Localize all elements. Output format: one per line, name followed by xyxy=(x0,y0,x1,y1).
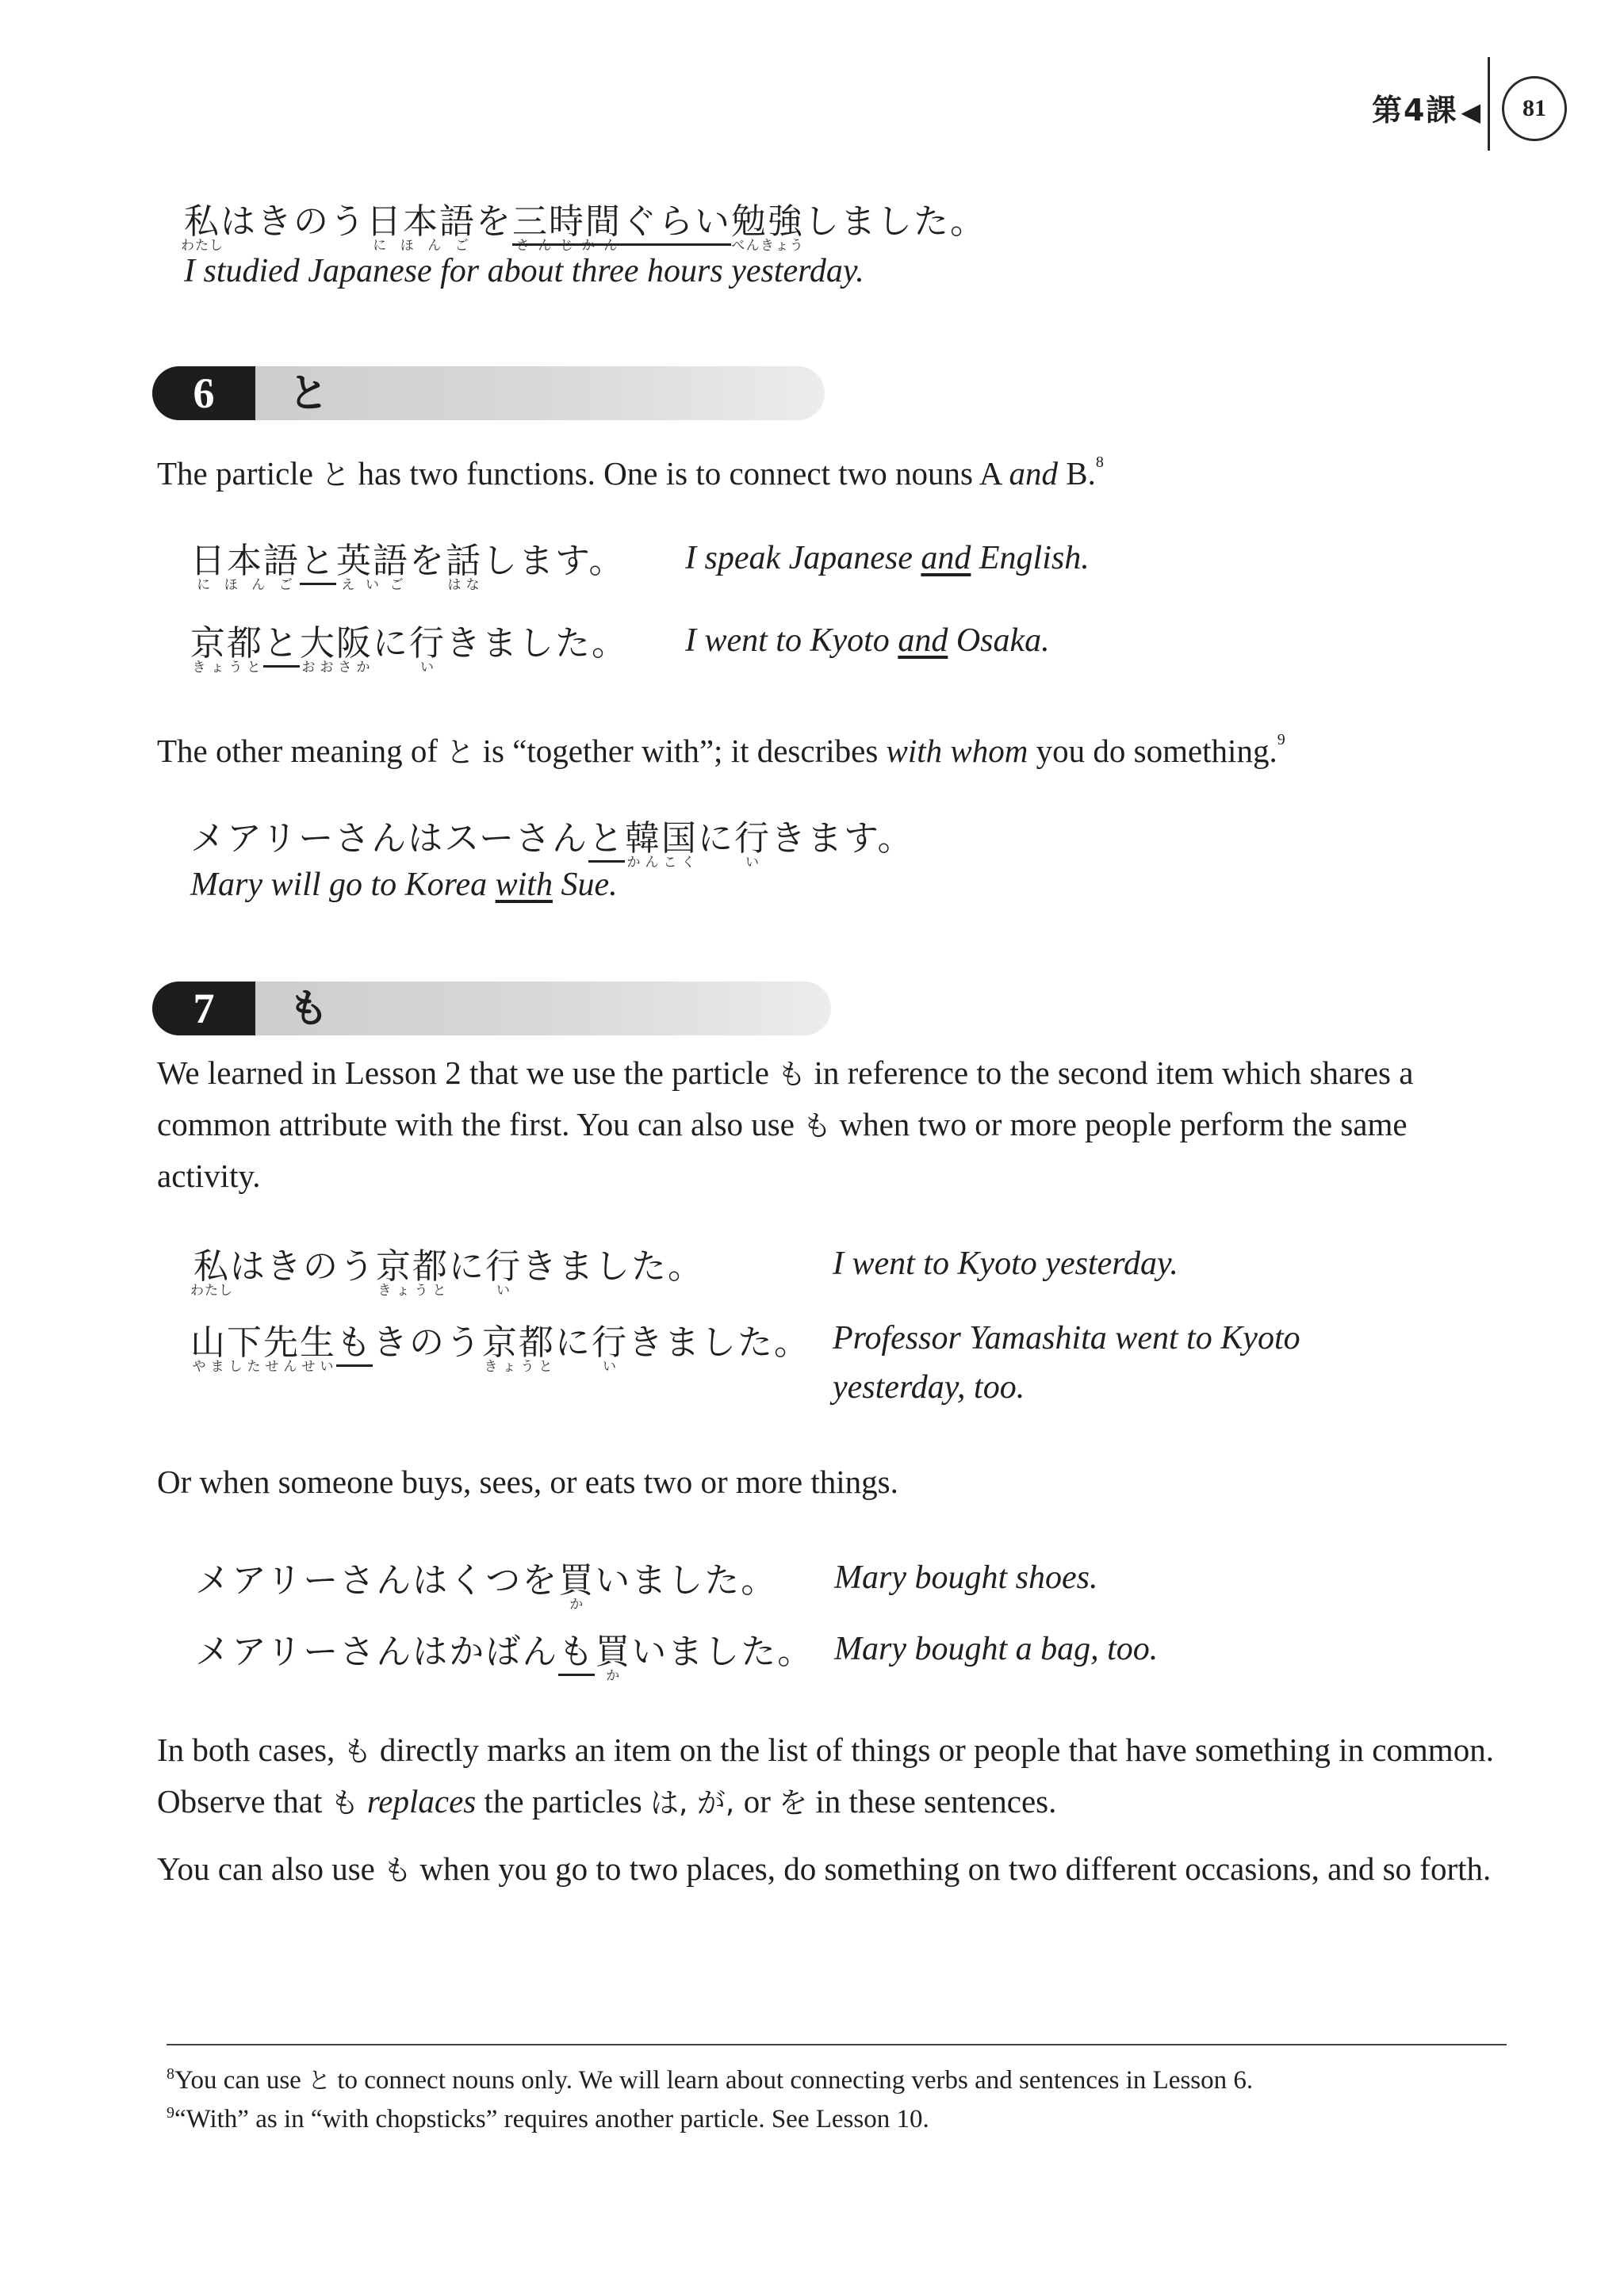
jp-text: いました。 xyxy=(595,1560,778,1601)
ruby-word xyxy=(409,623,446,675)
section-7-title: も xyxy=(289,985,328,1031)
jp-text: きました。 xyxy=(522,1246,704,1287)
jp-text: メアリーさんはスーさん xyxy=(190,818,589,859)
jp-text: メアリーさんはかばん xyxy=(195,1632,559,1672)
emphasis: replaces xyxy=(366,1783,477,1820)
jp-text: と xyxy=(263,623,300,668)
furigana: はな xyxy=(446,577,482,593)
ruby-word xyxy=(595,1632,632,1684)
jp-text: はきのう xyxy=(220,201,366,242)
furigana: べんきょう xyxy=(731,238,804,254)
section-6-example-2-jp xyxy=(190,623,628,675)
emphasis: and xyxy=(1009,455,1058,492)
footnote-divider xyxy=(167,2044,1507,2045)
section-6-example-2-en xyxy=(685,622,1050,660)
section-7-example-1-jp xyxy=(190,1246,704,1299)
text: is “together with”; it describes xyxy=(474,733,887,769)
furigana: わたし xyxy=(181,238,224,254)
furigana: い xyxy=(592,1359,628,1375)
ruby-word xyxy=(446,541,482,593)
intro-jp-sentence xyxy=(181,201,986,254)
particle-to: と xyxy=(446,737,475,769)
ruby-base: 三時間 xyxy=(512,201,622,242)
ruby-word xyxy=(625,818,699,871)
intro-en-translation: I studied Japanese for about three hours yesterday. xyxy=(184,253,864,289)
furigana: きょうと xyxy=(482,1359,555,1375)
text: You can also use xyxy=(157,1850,384,1887)
footnote-mark-8: 8 xyxy=(1095,453,1104,471)
furigana: か xyxy=(558,1597,596,1613)
underlined-word: and xyxy=(921,540,971,576)
lesson-label-text: 第4課 xyxy=(1372,93,1458,128)
furigana: にほんご xyxy=(366,238,476,254)
text: in these sentences. xyxy=(807,1783,1057,1820)
lesson-label xyxy=(1372,86,1482,129)
underlined-word: and xyxy=(898,622,948,659)
footnote-9 xyxy=(167,2104,929,2134)
ruby-base: 京都 xyxy=(190,623,263,664)
text: Osaka. xyxy=(948,622,1050,659)
text: to connect nouns only. We will learn about connecting verbs and sentences in Lesson 6. xyxy=(331,2066,1254,2095)
particle-to: と xyxy=(321,459,350,492)
jp-text: はきのう xyxy=(230,1246,376,1287)
text: the particles xyxy=(476,1783,650,1820)
furigana: にほんご xyxy=(190,577,300,593)
ruby-base: 英語 xyxy=(336,541,409,581)
particle-mo: も xyxy=(777,1058,806,1091)
jp-text: しました。 xyxy=(804,201,986,242)
jp-text: ぐらい xyxy=(622,201,731,246)
section-7-example-2-en-line-1: Professor Yamashita went to Kyoto xyxy=(833,1320,1300,1357)
footnote-number: 8 xyxy=(167,2065,174,2083)
furigana: きょうと xyxy=(376,1283,449,1299)
ruby-word xyxy=(482,1322,555,1375)
ruby-word xyxy=(300,623,373,675)
text: You can use xyxy=(174,2066,308,2095)
ruby-base: 行 xyxy=(485,1246,522,1287)
underlined-word: with xyxy=(495,867,553,903)
particle-mo: も xyxy=(383,1854,412,1887)
jp-text: と xyxy=(300,541,336,585)
ruby-word xyxy=(734,818,772,871)
jp-text: に xyxy=(449,1246,485,1287)
particle-to: と xyxy=(308,2067,331,2094)
particle-o: を xyxy=(779,1787,808,1820)
text: or xyxy=(743,1783,779,1820)
ruby-word xyxy=(190,623,263,675)
furigana: えいご xyxy=(336,577,409,593)
section-7-example-4-jp xyxy=(195,1632,814,1684)
text: I speak Japanese xyxy=(685,540,921,576)
section-6-paragraph-2 xyxy=(157,715,1505,778)
ruby-word xyxy=(731,201,804,254)
left-triangle-icon: ◀ xyxy=(1461,97,1483,127)
furigana: きょうと xyxy=(190,660,263,675)
ruby-base: 日本語 xyxy=(366,201,476,242)
jp-text: を xyxy=(476,201,512,242)
section-6-title: と xyxy=(289,370,328,416)
text: We learned in Lesson 2 that we use the particle xyxy=(157,1054,778,1091)
section-7-example-2-jp xyxy=(190,1322,810,1375)
ruby-word xyxy=(336,541,409,593)
section-7-example-3-en: Mary bought shoes. xyxy=(834,1559,1098,1596)
section-7-paragraph-3 xyxy=(157,1725,1505,1828)
jp-text: きのう xyxy=(373,1322,482,1363)
text: Mary will go to Korea xyxy=(190,867,496,903)
text: when two or more people perform the same activity. xyxy=(157,1106,1408,1194)
jp-text: に xyxy=(698,818,735,859)
particle-mo: も xyxy=(330,1787,359,1820)
furigana: わたし xyxy=(190,1283,233,1299)
ruby-word xyxy=(512,201,622,254)
ruby-base: 京都 xyxy=(482,1322,555,1363)
text: English. xyxy=(971,540,1090,576)
section-7-paragraph-4 xyxy=(157,1844,1505,1896)
section-7-banner xyxy=(152,982,831,1035)
text: has two functions. One is to connect two nouns A xyxy=(350,455,1009,492)
jp-text: メアリーさんはくつを xyxy=(195,1560,559,1601)
particle-mo: も xyxy=(343,1735,372,1768)
jp-text: と xyxy=(588,818,625,863)
section-7-example-4-en: Mary bought a bag, too. xyxy=(834,1631,1159,1667)
jp-text: も xyxy=(558,1632,595,1676)
text: “With” as in “with chopsticks” requires another particle. See Lesson 10. xyxy=(174,2105,929,2133)
section-6-number: 6 xyxy=(152,366,255,420)
furigana: やましたせんせい xyxy=(190,1359,336,1375)
ruby-word xyxy=(190,541,300,593)
jp-text: きました。 xyxy=(446,623,628,664)
furigana: さんじかん xyxy=(512,238,622,254)
text: when you go to two places, do something on two different occasions, and so forth. xyxy=(412,1850,1492,1887)
section-7-number: 7 xyxy=(152,982,255,1035)
jp-text: も xyxy=(336,1322,373,1367)
ruby-word xyxy=(366,201,476,254)
ruby-base: 行 xyxy=(592,1322,628,1363)
section-6-example-3-en xyxy=(190,866,618,904)
furigana: かんこく xyxy=(625,855,699,871)
emphasis: with whom xyxy=(886,733,1028,769)
furigana: か xyxy=(595,1668,632,1684)
section-6-example-3-jp xyxy=(190,818,914,871)
ruby-base: 私 xyxy=(190,1246,233,1287)
jp-text: きました。 xyxy=(628,1322,810,1363)
footnote-number: 9 xyxy=(167,2104,174,2122)
ruby-word xyxy=(485,1246,522,1299)
section-6-paragraph-1 xyxy=(157,438,1505,500)
ruby-base: 勉強 xyxy=(731,201,804,242)
section-7-example-2-en-line-2: yesterday, too. xyxy=(833,1369,1025,1406)
text: you do something. xyxy=(1028,733,1277,769)
text: In both cases, xyxy=(157,1732,343,1768)
jp-text: に xyxy=(555,1322,592,1363)
text: Sue. xyxy=(552,867,618,903)
ruby-base: 買 xyxy=(595,1632,632,1672)
ruby-base: 日本語 xyxy=(190,541,300,581)
ruby-base: 話 xyxy=(446,541,482,581)
ruby-base: 私 xyxy=(181,201,224,242)
ruby-base: 行 xyxy=(734,818,772,859)
furigana: い xyxy=(485,1283,522,1299)
page-number: 81 xyxy=(1502,76,1567,141)
ruby-word xyxy=(190,1246,233,1299)
ruby-word xyxy=(190,1322,336,1375)
footnote-mark-9: 9 xyxy=(1277,731,1285,748)
ruby-base: 買 xyxy=(558,1560,596,1601)
section-7-example-3-jp xyxy=(195,1560,778,1613)
furigana: い xyxy=(734,855,772,871)
ruby-base: 京都 xyxy=(376,1246,449,1287)
ruby-base: 行 xyxy=(409,623,446,664)
ruby-word xyxy=(181,201,224,254)
jp-text: を xyxy=(409,541,446,581)
section-7-example-1-en: I went to Kyoto yesterday. xyxy=(833,1246,1178,1282)
text: in reference to the second item which shares a common attribute with the first. You can also use xyxy=(157,1054,1414,1142)
ruby-word xyxy=(376,1246,449,1299)
section-6-example-1-en xyxy=(685,539,1090,577)
jp-text: きます。 xyxy=(771,818,914,859)
furigana: い xyxy=(409,660,446,675)
ruby-word xyxy=(592,1322,628,1375)
ruby-base: 山下先生 xyxy=(190,1322,336,1363)
section-6-example-1-jp xyxy=(190,541,626,593)
ruby-base: 大阪 xyxy=(300,623,373,664)
particles-wa-ga: は, が, xyxy=(649,1787,744,1820)
footnote-8 xyxy=(167,2063,1253,2095)
text: directly marks an item on the list of things or people that have something in common. Observe that xyxy=(157,1732,1494,1820)
furigana: おおさか xyxy=(300,660,373,675)
text: The particle xyxy=(157,455,322,492)
ruby-base: 韓国 xyxy=(625,818,699,859)
section-7-paragraph-2: Or when someone buys, sees, or eats two or more things. xyxy=(157,1464,898,1500)
ruby-word xyxy=(558,1560,596,1613)
jp-text: します。 xyxy=(482,541,626,581)
text: I went to Kyoto xyxy=(685,622,898,659)
text: B. xyxy=(1058,455,1096,492)
jp-text: に xyxy=(373,623,409,664)
particle-mo: も xyxy=(802,1110,832,1142)
header-divider xyxy=(1488,57,1490,151)
jp-text: いました。 xyxy=(631,1632,814,1672)
section-7-paragraph-1 xyxy=(157,1048,1505,1201)
text: The other meaning of xyxy=(157,733,446,769)
section-6-banner xyxy=(152,366,825,420)
